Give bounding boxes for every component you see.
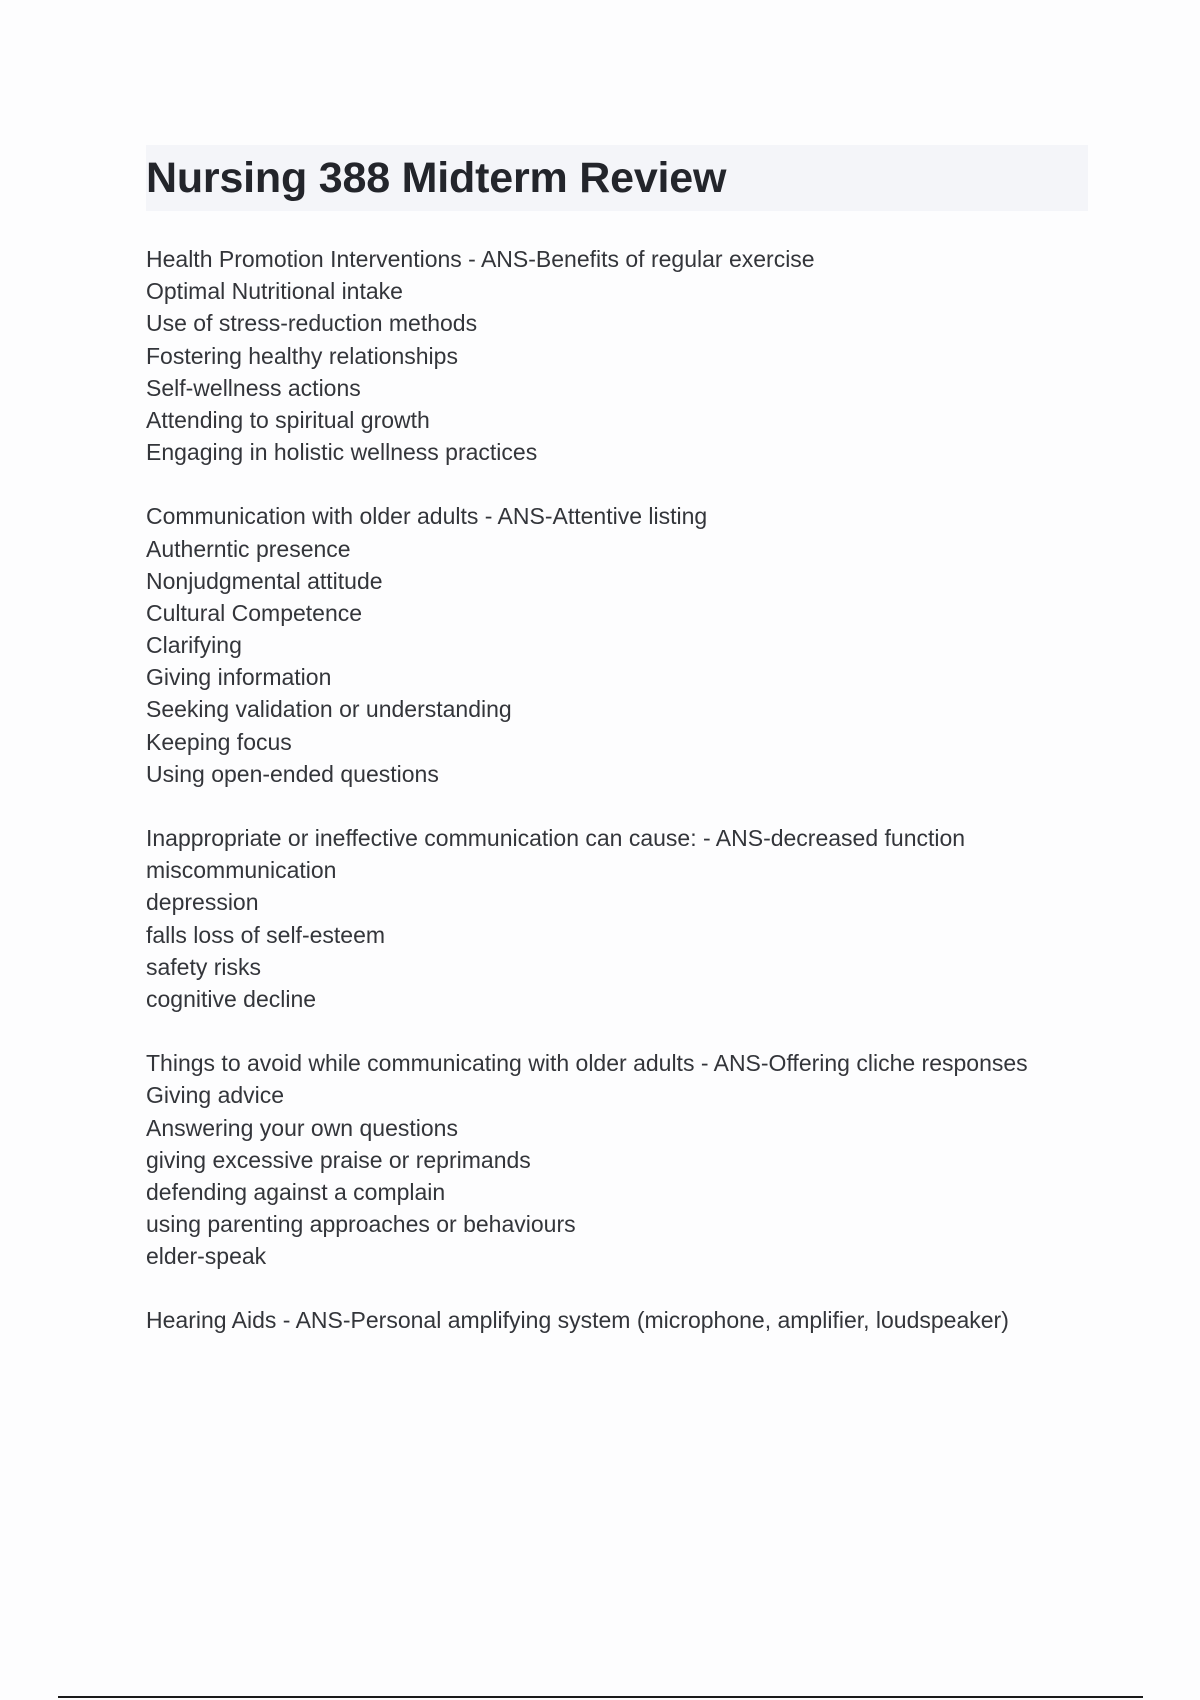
text-line: falls loss of self-esteem [146, 921, 386, 948]
text-line: defending against a complain [146, 1178, 446, 1205]
bottom-divider [58, 1696, 1143, 1698]
text-line: Autherntic presence [146, 535, 351, 562]
text-line: Things to avoid while communicating with older adults - ANS-Offering cliche responses [146, 1050, 1028, 1077]
text-line: Engaging in holistic wellness practices [146, 439, 538, 466]
text-line: Fostering healthy relationships [146, 342, 458, 369]
text-line: Optimal Nutritional intake [146, 278, 403, 305]
text-line: Answering your own questions [146, 1114, 458, 1141]
text-line: Health Promotion Interventions - ANS-Benefits of regular exercise [146, 246, 815, 272]
section-communication [146, 500, 1106, 790]
text-line: Self-wellness actions [146, 374, 361, 401]
text-line: Giving advice [146, 1082, 285, 1109]
text-line: Seeking validation or understanding [146, 696, 512, 723]
text-line: Keeping focus [146, 728, 292, 755]
text-line: Clarifying [146, 632, 242, 659]
section-health-promotion [146, 243, 1106, 468]
title-band [146, 145, 1088, 211]
text-line: giving excessive praise or reprimands [146, 1146, 531, 1173]
page-title: Nursing 388 Midterm Review [146, 153, 727, 202]
text-line: Giving information [146, 664, 332, 691]
text-line: Using open-ended questions [146, 760, 439, 787]
text-line: Use of stress-reduction methods [146, 310, 478, 337]
text-line: cognitive decline [146, 985, 317, 1012]
section-things-to-avoid [146, 1047, 1106, 1272]
text-line: safety risks [146, 953, 262, 980]
section-ineffective-communication [146, 822, 1106, 1015]
text-line: elder-speak [146, 1243, 267, 1270]
text-line: Nonjudgmental attitude [146, 567, 383, 594]
text-line: Hearing Aids - ANS-Personal amplifying system (microphone, amplifier, loudspeaker) [146, 1307, 1009, 1334]
text-line: Inappropriate or ineffective communication can cause: - ANS-decreased function [146, 825, 966, 851]
text-line: Attending to spiritual growth [146, 406, 430, 433]
text-line: Cultural Competence [146, 599, 363, 626]
text-line: using parenting approaches or behaviours [146, 1211, 576, 1238]
document-body [146, 243, 1106, 1369]
text-line: depression [146, 889, 259, 916]
section-hearing-aids [146, 1304, 1106, 1336]
text-line: Communication with older adults - ANS-Attentive listing [146, 503, 708, 530]
text-line: miscommunication [146, 857, 337, 884]
